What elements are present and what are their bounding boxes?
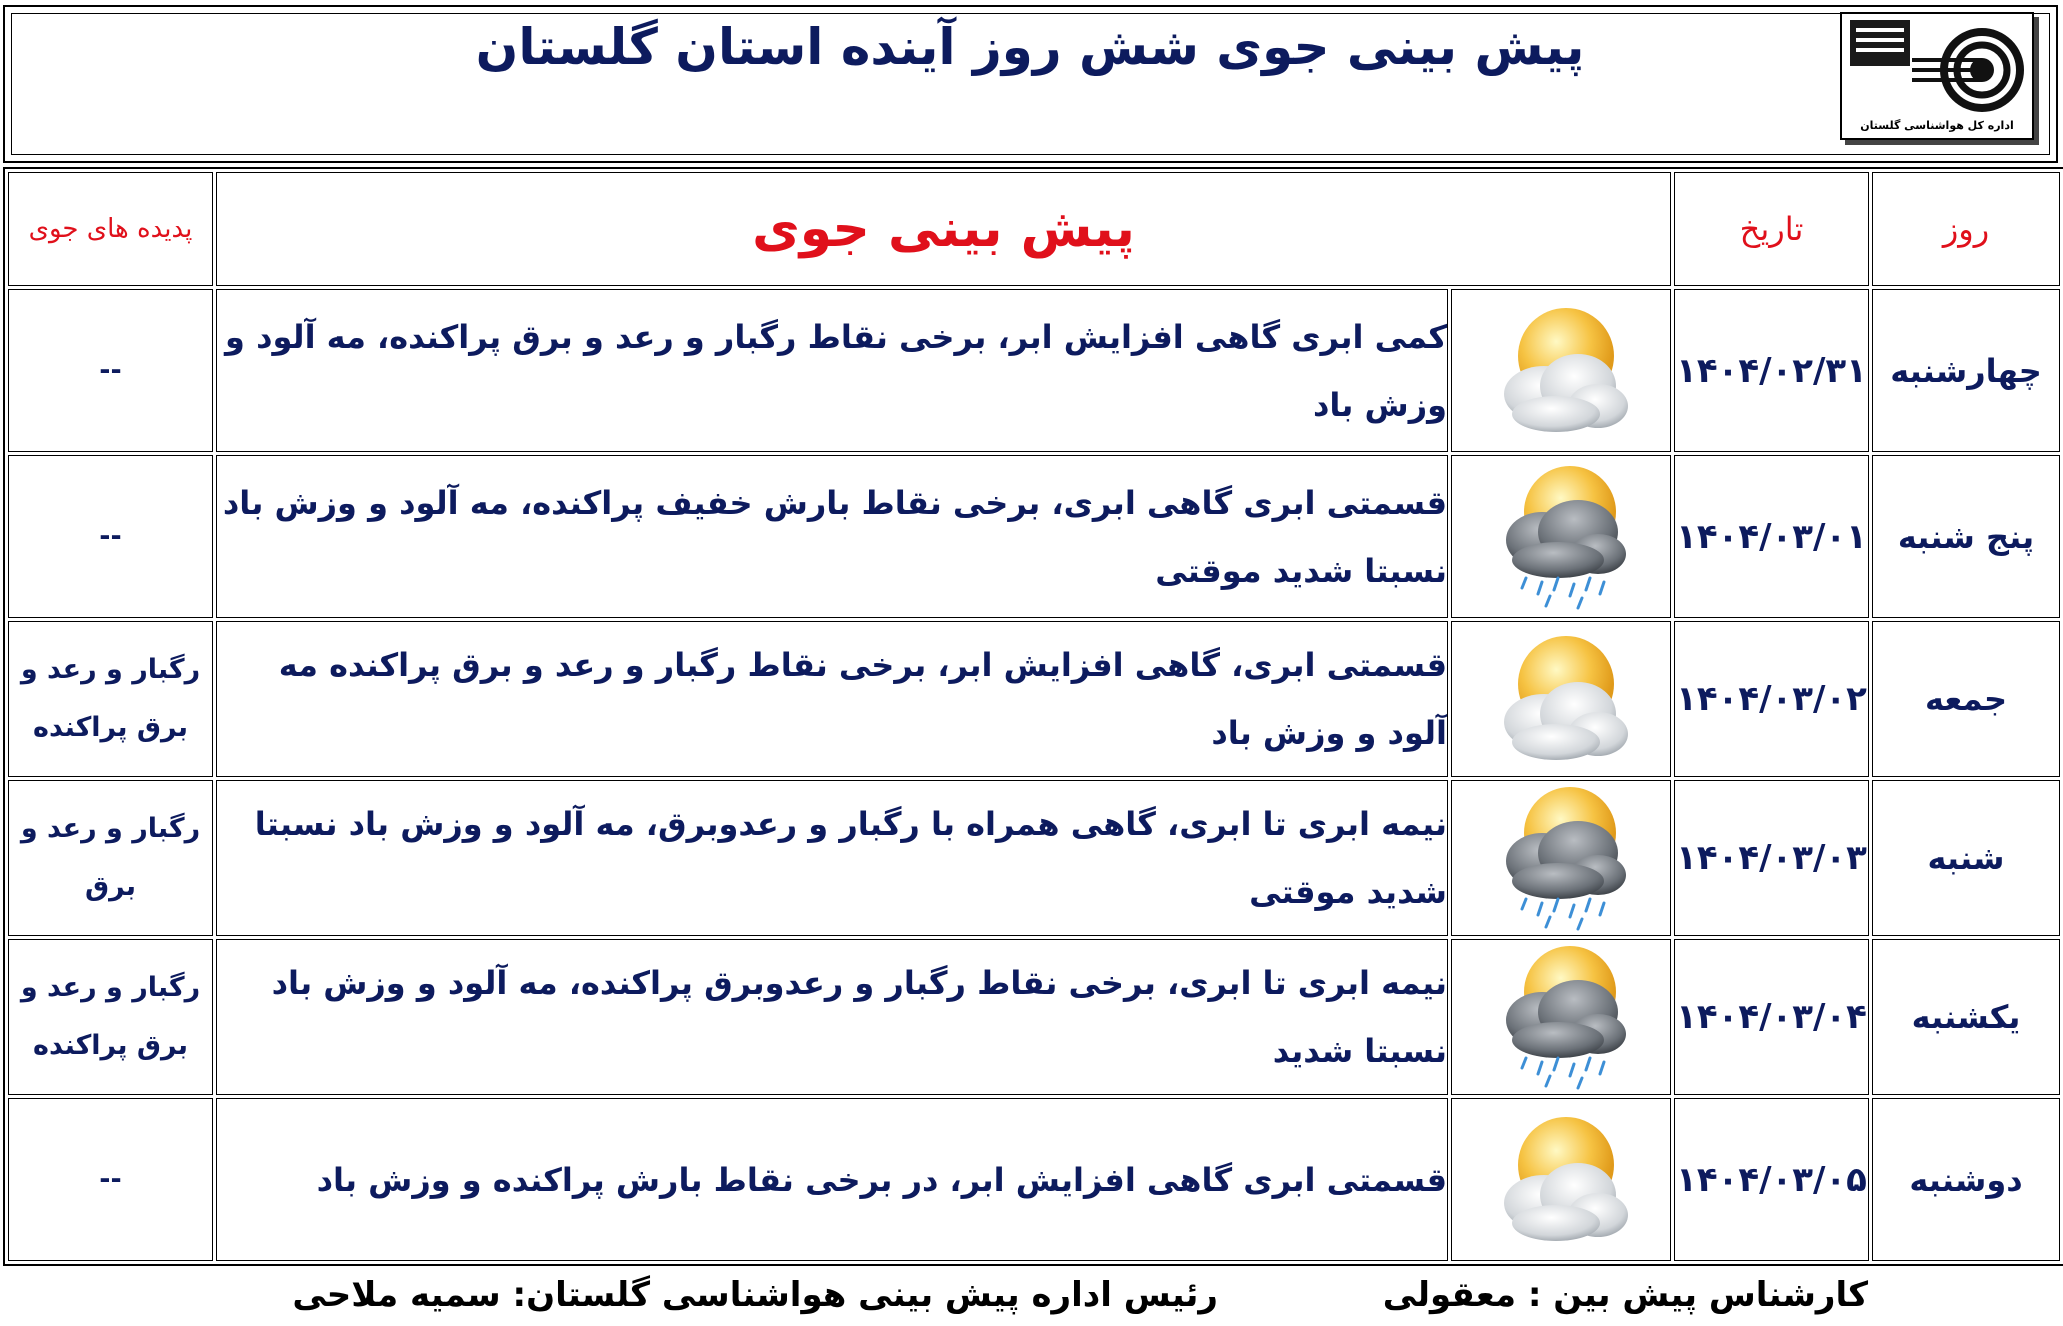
logo-emblem-icon	[1842, 14, 2032, 114]
weather-icon-cell	[1451, 1098, 1671, 1261]
sun-cloud-rain-icon	[1486, 595, 1636, 614]
phenomena-cell: --	[8, 455, 213, 618]
weather-icon-cell	[1451, 455, 1671, 618]
forecast-description: نیمه ابری تا ابری، گاهی همراه با رگبار و رعدوبرق، مه آلود و وزش باد نسبتا شدید موقتی	[216, 780, 1448, 936]
date-cell: ۱۴۰۴/۰۳/۰۲	[1674, 621, 1869, 777]
sun-cloud-rain-icon	[1486, 1075, 1636, 1094]
forecast-description: قسمتی ابری گاهی ابری، برخی نقاط بارش خفیف پراکنده، مه آلود و وزش باد نسبتا شدید موقتی	[216, 455, 1448, 618]
date-cell: ۱۴۰۴/۰۲/۳۱	[1674, 289, 1869, 452]
weather-icon-cell	[1451, 289, 1671, 452]
forecast-description: نیمه ابری تا ابری، برخی نقاط رگبار و رعدوبرق پراکنده، مه آلود و وزش باد نسبتا شدید	[216, 939, 1448, 1095]
table-row	[8, 621, 2060, 777]
date-cell: ۱۴۰۴/۰۳/۰۱	[1674, 455, 1869, 618]
day-cell: پنج شنبه	[1872, 455, 2060, 618]
forecaster-name: کارشناس پیش بین : معقولی	[1382, 1275, 1868, 1315]
weather-icon-cell	[1451, 939, 1671, 1095]
table-row	[8, 289, 2060, 452]
day-cell: چهارشنبه	[1872, 289, 2060, 452]
header-date: تاریخ	[1674, 172, 1869, 286]
department-head-name: رئیس اداره پیش بینی هواشناسی گلستان: سمیه ملاحی	[292, 1275, 1218, 1315]
table-row	[8, 455, 2060, 618]
sun-cloud-icon	[1486, 757, 1636, 776]
date-cell: ۱۴۰۴/۰۳/۰۴	[1674, 939, 1869, 1095]
phenomena-cell: --	[8, 1098, 213, 1261]
phenomena-cell: رگبار و رعد و برق	[8, 780, 213, 936]
day-cell: دوشنبه	[1872, 1098, 2060, 1261]
forecast-description: قسمتی ابری گاهی افزایش ابر، در برخی نقاط بارش پراکنده و وزش باد	[216, 1098, 1448, 1261]
table-row	[8, 939, 2060, 1095]
header-phenomena: پدیده های جوی	[8, 172, 213, 286]
forecast-description: کمی ابری گاهی افزایش ابر، برخی نقاط رگبار و رعد و برق پراکنده، مه آلود و وزش باد	[216, 289, 1448, 452]
sun-cloud-icon	[1486, 1238, 1636, 1257]
table-header-row	[8, 172, 2060, 286]
date-cell: ۱۴۰۴/۰۳/۰۳	[1674, 780, 1869, 936]
weather-icon-cell	[1451, 621, 1671, 777]
header-day: روز	[1872, 172, 2060, 286]
day-cell: جمعه	[1872, 621, 2060, 777]
meteorological-organization-logo	[1840, 12, 2034, 140]
page-title: پیش بینی جوی شش روز آینده استان گلستان	[475, 18, 1585, 76]
forecast-description: قسمتی ابری، گاهی افزایش ابر، برخی نقاط رگبار و رعد و برق پراکنده مه آلود و وزش باد	[216, 621, 1448, 777]
forecast-table	[3, 167, 2063, 1266]
table-row	[8, 1098, 2060, 1261]
phenomena-cell: رگبار و رعد و برق پراکنده	[8, 621, 213, 777]
header-forecast: پیش بینی جوی	[216, 172, 1671, 286]
sun-cloud-rain-icon	[1486, 916, 1636, 935]
sun-cloud-icon	[1486, 429, 1636, 448]
table-row	[8, 780, 2060, 936]
date-cell: ۱۴۰۴/۰۳/۰۵	[1674, 1098, 1869, 1261]
day-cell: شنبه	[1872, 780, 2060, 936]
phenomena-cell: رگبار و رعد و برق پراکنده	[8, 939, 213, 1095]
logo-caption: اداره کل هواشناسی گلستان	[1860, 119, 2014, 132]
phenomena-cell: --	[8, 289, 213, 452]
weather-icon-cell	[1451, 780, 1671, 936]
day-cell: یکشنبه	[1872, 939, 2060, 1095]
